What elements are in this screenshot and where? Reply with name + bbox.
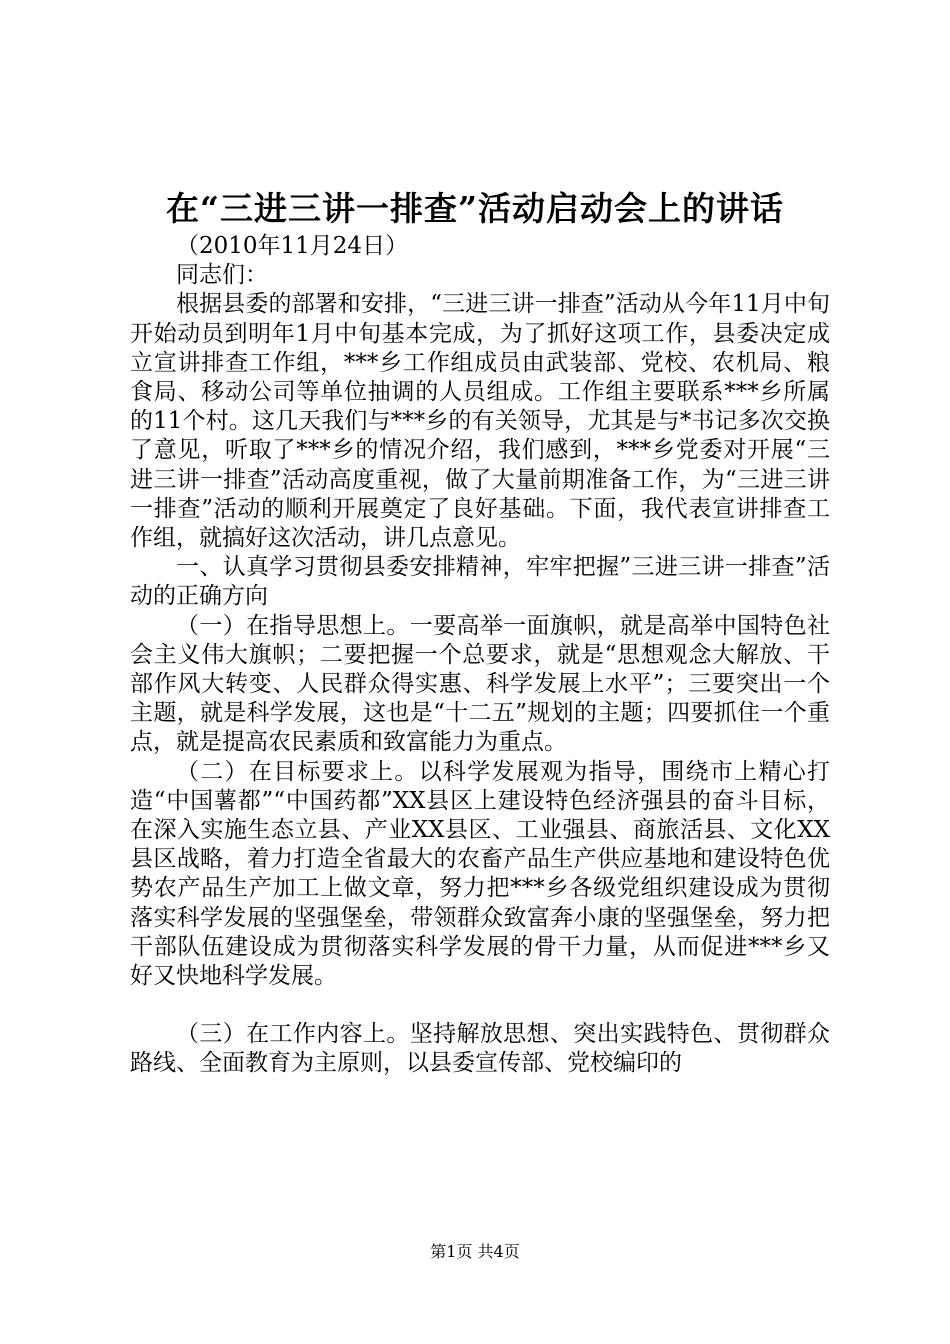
- document-body: [130, 232, 830, 1079]
- paragraph-work-content: （三）在工作内容上。坚持解放思想、突出实践特色、贯彻群众路线、全面教育为主原则，以县委宣传部、党校编印的: [130, 1021, 830, 1077]
- section-heading-1: 一、认真学习贯彻县委安排精神，牢牢把握”三进三讲一排查”活动的正确方向: [130, 554, 830, 610]
- paragraph-goals: （二）在目标要求上。以科学发展观为指导，围绕市上精心打造“中国薯都”“中国药都”XX县区上建设特色经济强县的奋斗目标，在深入实施生态立县、产业XX县区、工业强县、商旅活县、文化XX县区战略，着力打造全省最大的农畜产品生产供应基地和建设特色优势农产品生产加工上做文章，努力把***乡各级党组织建设成为贯彻落实科学发展的坚强堡垒，带领群众致富奔小康的坚强堡垒，努力把干部队伍建设成为贯彻落实科学发展的骨干力量，从而促进***乡又好又快地科学发展。: [130, 758, 830, 990]
- paragraph-guiding-thought: （一）在指导思想上。一要高举一面旗帜，就是高举中国特色社会主义伟大旗帜；二要把握一个总要求，就是“思想观念大解放、干部作风大转变、人民群众得实惠、科学发展上水平”；三要突出一个主题，就是科学发展，这也是“十二五”规划的主题；四要抓住一个重点，就是提高农民素质和致富能力为重点。: [130, 612, 830, 756]
- paragraph-intro: 根据县委的部署和安排，“三进三讲一排查”活动从今年11月中旬开始动员到明年1月中旬基本完成，为了抓好这项工作，县委决定成立宣讲排查工作组，***乡工作组成员由武装部、党校、农机局、粮食局、移动公司等单位抽调的人员组成。工作组主要联系***乡所属的11个村。这几天我们与***乡的有关领导，尤其是与*书记多次交换了意见，听取了***乡的情况介绍，我们感到，***乡党委对开展“三进三讲一排查”活动高度重视，做了大量前期准备工作，为“三进三讲一排查”活动的顺利开展奠定了良好基础。下面，我代表宣讲排查工作组，就搞好这次活动，讲几点意见。: [130, 291, 830, 552]
- date-line: （2010年11月24日）: [176, 233, 409, 259]
- page-number: 第1页 共4页: [430, 1242, 520, 1261]
- document-title: 在“三进三讲一排查”活动启动会上的讲话: [166, 189, 784, 228]
- salutation: 同志们：: [176, 262, 268, 289]
